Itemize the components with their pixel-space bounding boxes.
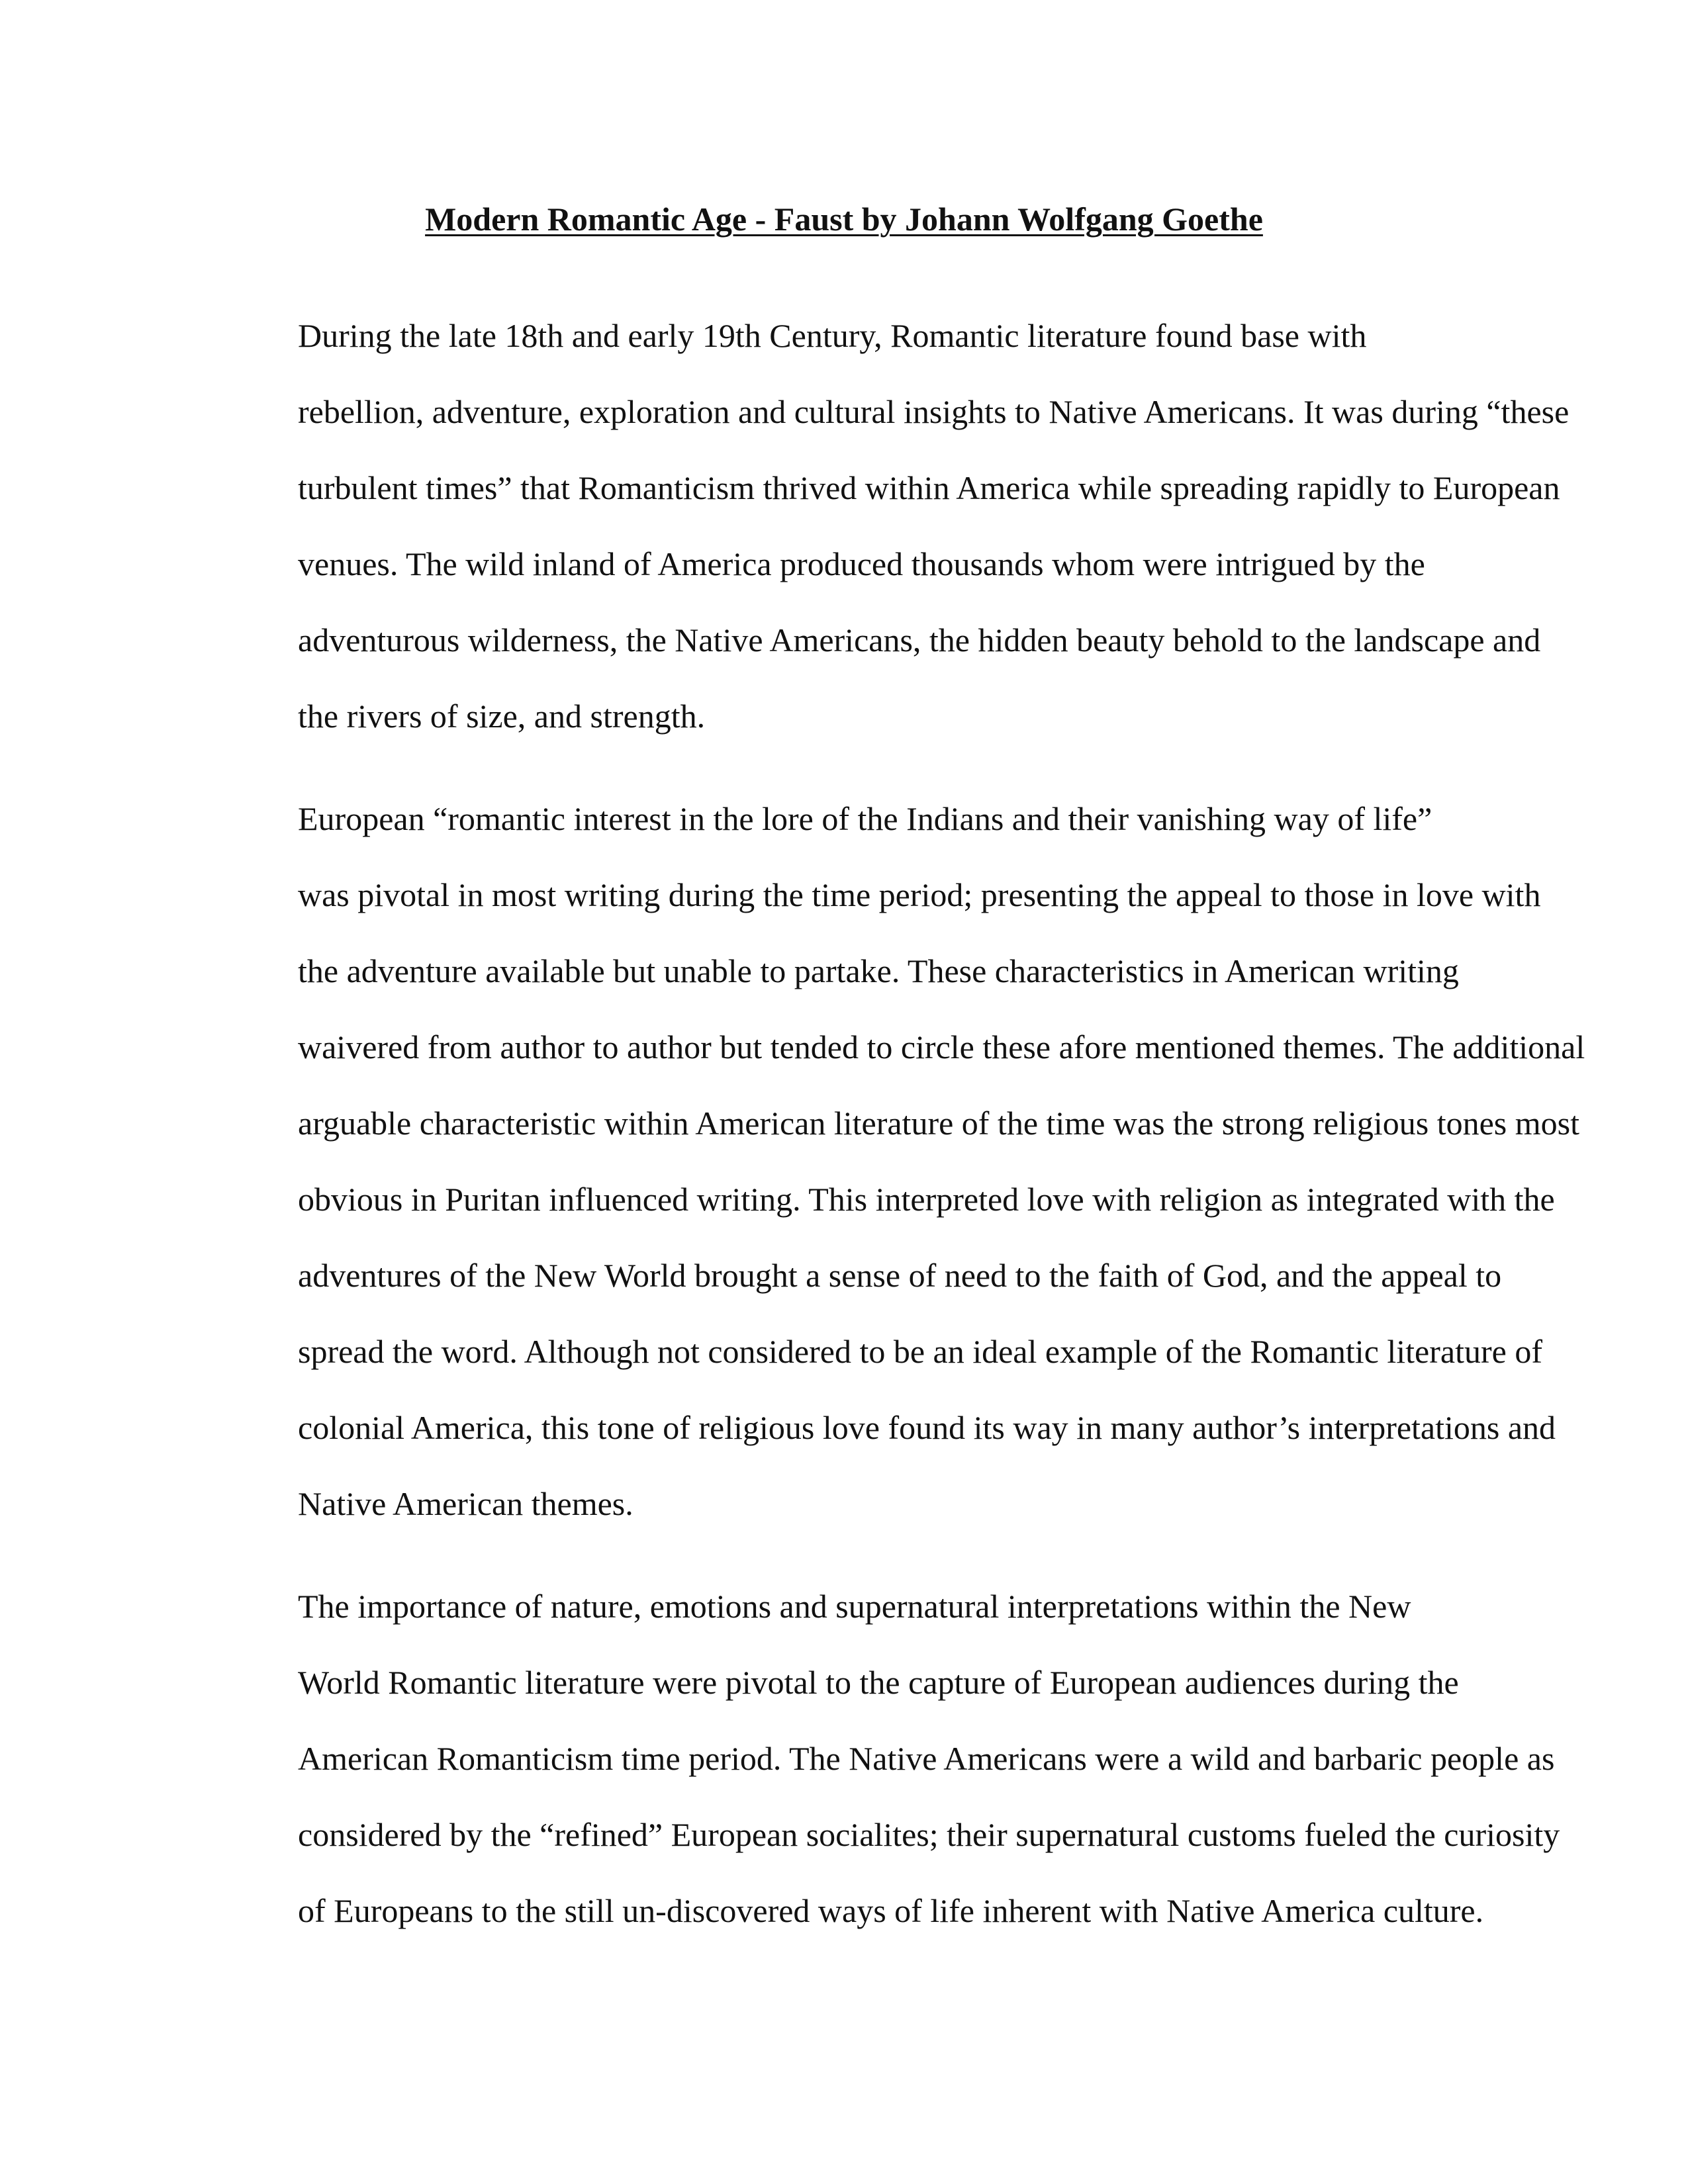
text-line: obvious in Puritan influenced writing. This interpreted love with religion as integrated with the: [298, 1181, 1555, 1218]
text-line: The importance of nature, emotions and supernatural interpretations within the New: [298, 1588, 1411, 1625]
document-body: [199, 298, 1585, 1976]
text-line: the adventure available but unable to partake. These characteristics in American writing: [298, 952, 1459, 989]
text-line: spread the word. Although not considered to be an ideal example of the Romantic literature of: [298, 1333, 1542, 1370]
text-line: venues. The wild inland of America produced thousands whom were intrigued by the: [298, 545, 1425, 582]
text-line: American Romanticism time period. The Native Americans were a wild and barbaric people as: [298, 1740, 1555, 1777]
text-line: World Romantic literature were pivotal to the capture of European audiences during the: [298, 1664, 1459, 1701]
text-line: rebellion, adventure, exploration and cultural insights to Native Americans. It was during “these: [298, 393, 1570, 430]
text-line: considered by the “refined” European socialites; their supernatural customs fueled the curiosity: [298, 1816, 1560, 1853]
text-line: arguable characteristic within American literature of the time was the strong religious tones most: [298, 1105, 1579, 1142]
text-line: Native American themes.: [298, 1485, 633, 1522]
document-title: Modern Romantic Age - Faust by Johann Wolfgang Goethe: [425, 201, 1263, 238]
paragraph-2: [199, 781, 1585, 1542]
text-line: of Europeans to the still un-discovered ways of life inherent with Native America culture.: [298, 1892, 1484, 1929]
text-line: colonial America, this tone of religious love found its way in many author’s interpretations and: [298, 1409, 1556, 1446]
text-line: adventurous wilderness, the Native Americans, the hidden beauty behold to the landscape and: [298, 621, 1541, 659]
paragraph-3: [199, 1569, 1560, 1949]
text-line: waivered from author to author but tended to circle these afore mentioned themes. The additional: [298, 1028, 1585, 1066]
text-line: turbulent times” that Romanticism thrived within America while spreading rapidly to European: [298, 469, 1560, 506]
text-line: the rivers of size, and strength.: [298, 698, 706, 735]
text-line: adventures of the New World brought a sense of need to the faith of God, and the appeal to: [298, 1257, 1502, 1294]
text-line: European “romantic interest in the lore of the Indians and their vanishing way of life”: [298, 800, 1432, 837]
paragraph-1: [199, 298, 1570, 754]
text-line: During the late 18th and early 19th Century, Romantic literature found base with: [298, 317, 1367, 354]
text-line: was pivotal in most writing during the time period; presenting the appeal to those in love with: [298, 876, 1541, 913]
